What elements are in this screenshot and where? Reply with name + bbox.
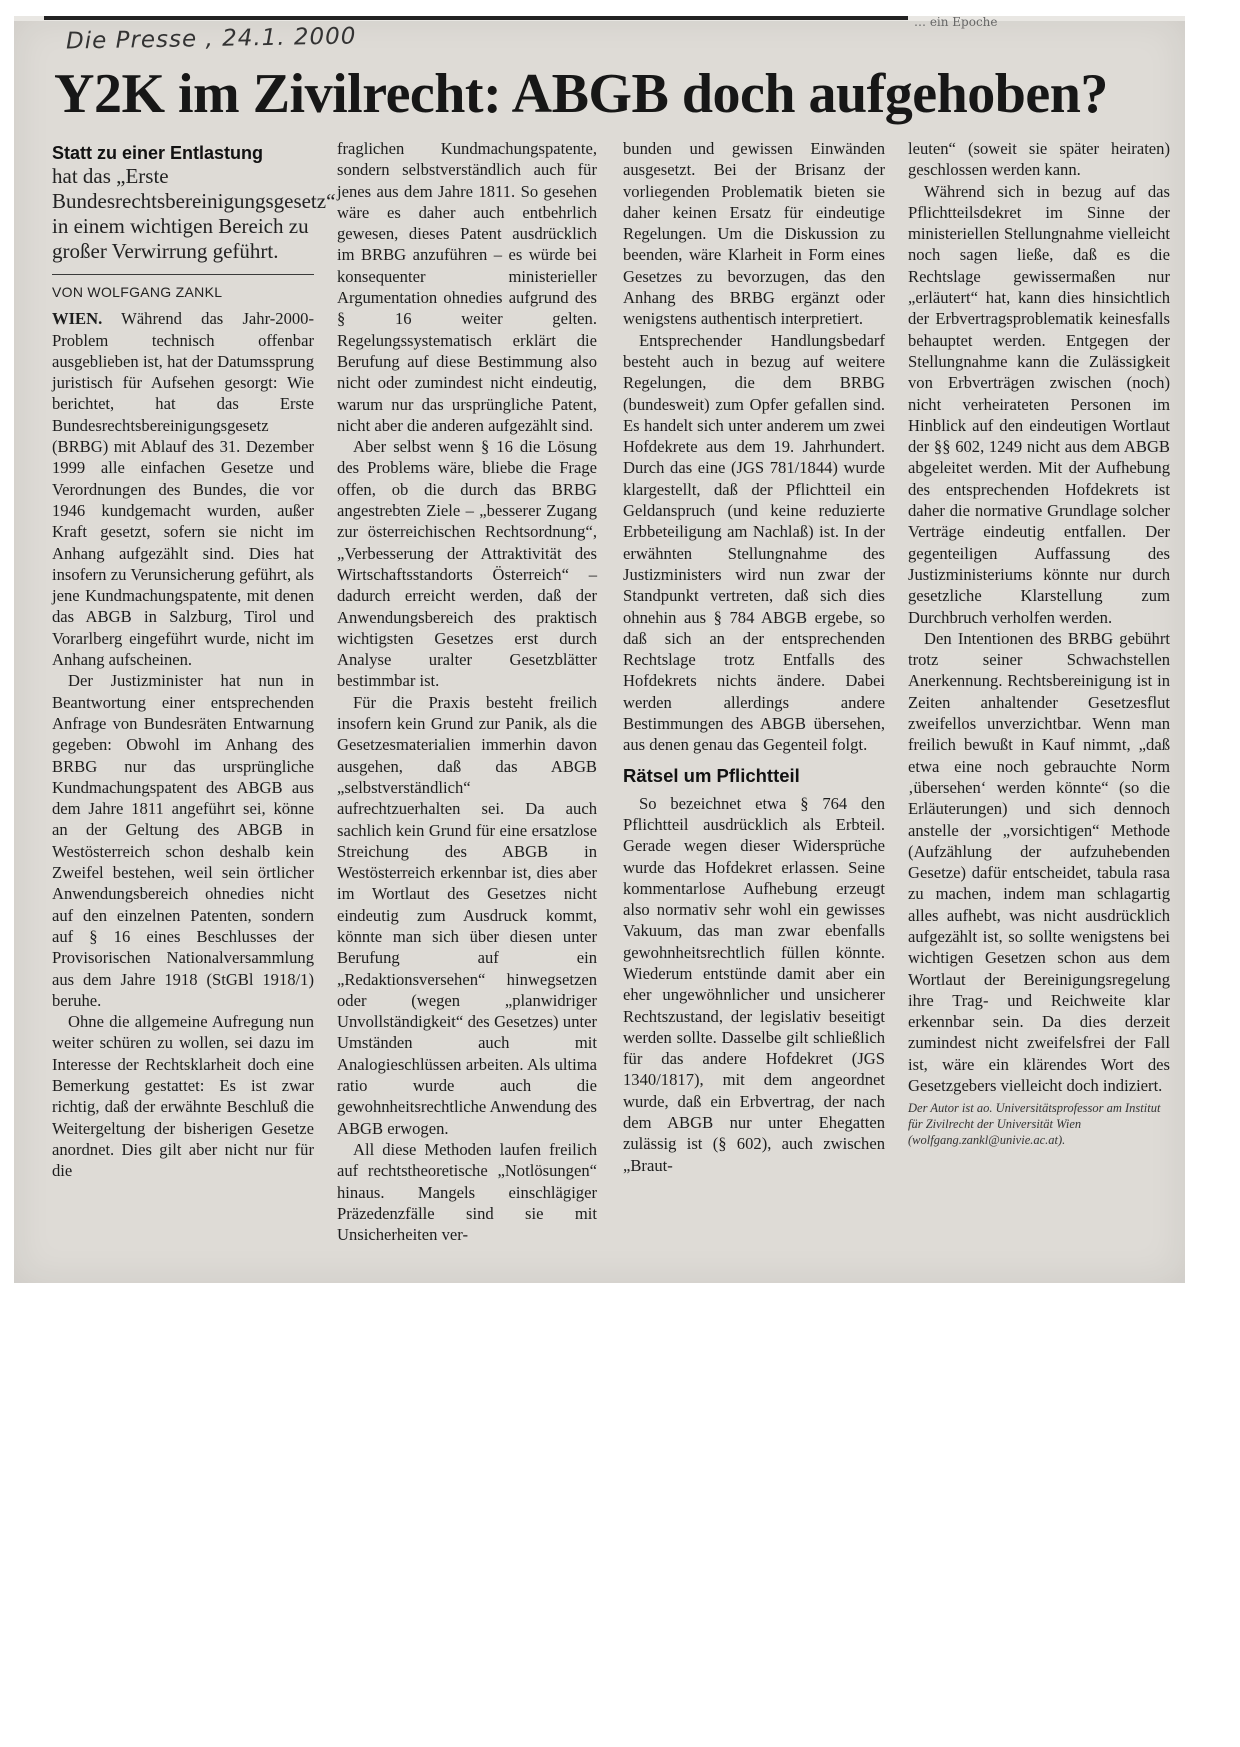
newspaper-clipping xyxy=(14,16,1185,1283)
article-column-2 xyxy=(337,138,597,1245)
teaser-lead: Statt zu einer Entlastung xyxy=(52,143,264,163)
subheading: Rätsel um Pflichtteil xyxy=(623,764,800,786)
teaser-body: hat das „Erste Bundesrechtsbereinigungsgesetz“ in einem wichtigen Bereich zu großer Verwirrung geführt. xyxy=(52,164,336,263)
byline: VON WOLFGANG ZANKL xyxy=(52,284,223,300)
paragraph: bunden und gewissen Einwänden ausgesetzt. Bei der Brisanz der vorliegenden Problematik bieten sie daher keinen Ersatz für eindeutige Regelungen. Um die Diskussion zu beenden, wäre Klarheit in Form eines Gesetzes zu bevorzugen, das den Anhang des BRBG ergänzt oder wenigstens authentisch interpretiert. xyxy=(623,139,885,329)
paragraph: Den Intentionen des BRBG gebührt trotz seiner Schwachstellen Anerkennung. Rechtsbereinigung ist in Zeiten anhaltender Gesetzesflut zweifellos unverzichtbar. Wenn man freilich bewußt in Kauf nimmt, „daß etwa eine noch gebrauchte Norm ‚übersehen‘ werden könnte“ (so die Erläuterungen) und sich dennoch anstelle der „vorsichtigen“ Methode (Aufzählung der aufzuhebenden Gesetze) dafür entscheidet, tabula rasa zu machen, indem man schlagartig alles aufhebt, was nicht ausdrücklich aufgezählt ist, so sollte wenigstens bei wichtigen Gesetzen schon aus dem Wortlaut der Bereinigungsregelung ihre Trag- und Reichweite klar erkennbar sein. Da dies derzeit zumindest nicht zweifelsfrei der Fall ist, wäre ein klärendes Wort des Gesetzgebers vielleicht doch indiziert. xyxy=(908,628,1170,1096)
handwritten-source-note: Die Presse , 24.1. 2000 xyxy=(65,23,357,55)
paragraph: Aber selbst wenn § 16 die Lösung des Problems wäre, bliebe die Frage offen, ob die durch das BRBG angestrebten Ziele – „besserer Zugang zur österreichischen Rechtsordnung“, „Verbesserung der Attraktivität des Wirtschaftsstandorts Österreich“ – dadurch erreicht werden, daß der Anwendungsbereich des praktisch wichtigsten Gesetzes erst durch Analyse uralter Gesetzblätter bestimmbar ist. xyxy=(337,437,597,691)
paragraph: leuten“ (soweit sie später heiraten) geschlossen werden kann. xyxy=(908,139,1170,180)
article-column-4 xyxy=(908,138,1170,1148)
paragraph: Entsprechender Handlungsbedarf besteht auch in bezug auf weitere Regelungen, die dem BRBG (bundesweit) zum Opfer gefallen sind. Es handelt sich unter anderem um zwei Hofdekrete aus dem 19. Jahrhundert. Durch das eine (JGS 781/1844) wurde klargestellt, daß der Pflichtteil ein Geldanspruch (und keine reduzierte Erbbeteiligung am Nachlaß) ist. In der erwähnten Stellungnahme des Justizministers wird nun zwar der Standpunkt vertreten, daß sich dies ohnehin aus § 784 ABGB ergebe, so daß sich an der entsprechenden Rechtslage trotz Entfalls des Hofdekrets nichts ändere. Dabei werden allerdings andere Bestimmungen des ABGB übersehen, aus denen genau das Gegenteil folgt. xyxy=(623,330,885,755)
top-rule xyxy=(44,16,908,20)
paragraph: Für die Praxis besteht freilich insofern kein Grund zur Panik, als die Gesetzesmaterialien immerhin davon ausgehen, daß das ABGB „selbstverständlich“ aufrechtzuerhalten sei. Da auch sachlich kein Grund für eine ersatzlose Streichung des ABGB in Westösterreich erkennbar ist, dies aber im Wortlaut des Gesetzes nicht eindeutig zum Ausdruck kommt, könnte man sich über diesen unter Berufung auf ein „Redaktionsversehen“ hinwegsetzen oder (wegen „planwidriger Unvollständigkeit“ des Gesetzes) unter Umständen auch mit Analogieschlüssen arbeiten. Als ultima ratio wurde auch die gewohnheitsrechtliche Anwendung des ABGB erwogen. xyxy=(337,692,597,1138)
top-right-fragment: … ein Epoche xyxy=(914,15,998,29)
headline: Y2K im Zivilrecht: ABGB doch aufgehoben? xyxy=(54,63,1108,125)
paragraph: Der Justizminister hat nun in Beantwortung einer entsprechenden Anfrage von Bundesräten Entwarnung gegeben: Obwohl im Anhang des BRBG nur das ursprüngliche Kundmachungspatent des ABGB aus dem Jahre 1811 angeführt sei, könne an der Geltung des ABGB in Westösterreich schon deshalb kein Zweifel bestehen, weil sein örtlicher Anwendungsbereich ohnedies nicht auf den einzelnen Patenten, sondern auf § 16 eines Beschlusses der Provisorischen Nationalversammlung aus dem Jahre 1918 (StGBl 1918/1) beruhe. xyxy=(52,671,314,1010)
paragraph: Während sich in bezug auf das Pflichtteilsdekret im Sinne der ministeriellen Stellungnahme vielleicht noch sagen ließe, daß es die Rechtslage gewissermaßen nur „erläutert“ hat, kann dies hinsichtlich der Erbvertragsproblematik keinesfalls behauptet werden. Entgegen der Stellungnahme kann die Zulässigkeit von Erbverträgen zwischen (noch) nicht verheirateten Personen im Hinblick auf den eindeutigen Wortlaut der §§ 602, 1249 nicht aus dem ABGB abgeleitet werden. Mit der Aufhebung des entsprechenden Hofdekrets ist daher die normative Grundlage solcher Verträge eindeutig entfallen. Der gegenteiligen Auffassung des Justizministeriums könnte nur durch gesetzliche Klarstellung zum Durchbruch verholfen werden. xyxy=(908,181,1170,627)
paragraph: All diese Methoden laufen freilich auf rechtstheoretische „Notlösungen“ hinaus. Mangels einschlägiger Präzedenzfälle sind sie mit Unsicherheiten ver- xyxy=(337,1139,597,1245)
article-column-3 xyxy=(623,138,885,1176)
paragraph: Ohne die allgemeine Aufregung nun weiter schüren zu wollen, sei dazu im Interesse der Rechtsklarheit doch eine Bemerkung gestattet: Es ist zwar richtig, daß der erwähnte Beschluß die Weitergeltung der bisherigen Gesetze anordnet. Dies gilt aber nicht nur für die xyxy=(52,1012,314,1181)
article-column-1 xyxy=(52,142,336,1181)
paragraph: WIEN. Während das Jahr-2000-Problem technisch offenbar ausgeblieben ist, hat der Datumssprung juristisch für Aufsehen gesorgt: Wie berichtet, hat das Erste Bundesrechtsbereinigungsgesetz (BRBG) mit Ablauf des 31. Dezember 1999 alle einfachen Gesetze und Verordnungen des Bundes, die vor 1946 kundgemacht wurden, außer Kraft gesetzt, sofern sie nicht im Anhang aufgezählt sind. Dies hat insofern zu Verunsicherung geführt, als jene Kundmachungspatente, mit denen das ABGB in Salzburg, Tirol und Vorarlberg eingeführt wurde, nicht im Anhang aufscheinen. xyxy=(52,309,314,670)
paragraph: So bezeichnet etwa § 764 den Pflichtteil ausdrücklich als Erbteil. Gerade wegen dieser Widersprüche wurde das Hofdekret erlassen. Seine kommentarlose Aufhebung erzeugt also normativ sehr wohl ein gewisses Vakuum, das man zwar ebenfalls gewohnheitsrechtlich füllen könnte. Wiederum entstünde damit aber ein eher ungewöhnlicher und unsicherer Rechtszustand, der legislativ beseitigt werden sollte. Dasselbe gilt schließlich für das andere Hofdekret (JGS 1340/1817), mit dem angeordnet wurde, daß ein Erbvertrag, der nach dem ABGB nur unter Ehegatten zulässig ist (§ 602), auch zwischen „Braut- xyxy=(623,793,885,1175)
paragraph: fraglichen Kundmachungspatente, sondern selbstverständlich auch für jenes aus dem Jahre 1811. So gesehen wäre es daher auch entbehrlich gewesen, dieses Patent ausdrücklich im BRBG anzuführen – es würde bei konsequenter ministerieller Argumentation ohnedies aufgrund des § 16 weiter gelten. Regelungssystematisch erklärt die Berufung auf diese Bestimmung also nicht oder zumindest nicht eindeutig, warum nur das ursprüngliche Patent, nicht aber die anderen aufgezählt sind. xyxy=(337,139,597,435)
author-note: Der Autor ist ao. Universitätsprofessor am Institut für Zivilrecht der Universität Wien (wolfgang.zankl@univie.ac.at). xyxy=(908,1101,1161,1148)
byline-rule xyxy=(52,274,314,275)
dateline: WIEN. xyxy=(52,309,103,329)
